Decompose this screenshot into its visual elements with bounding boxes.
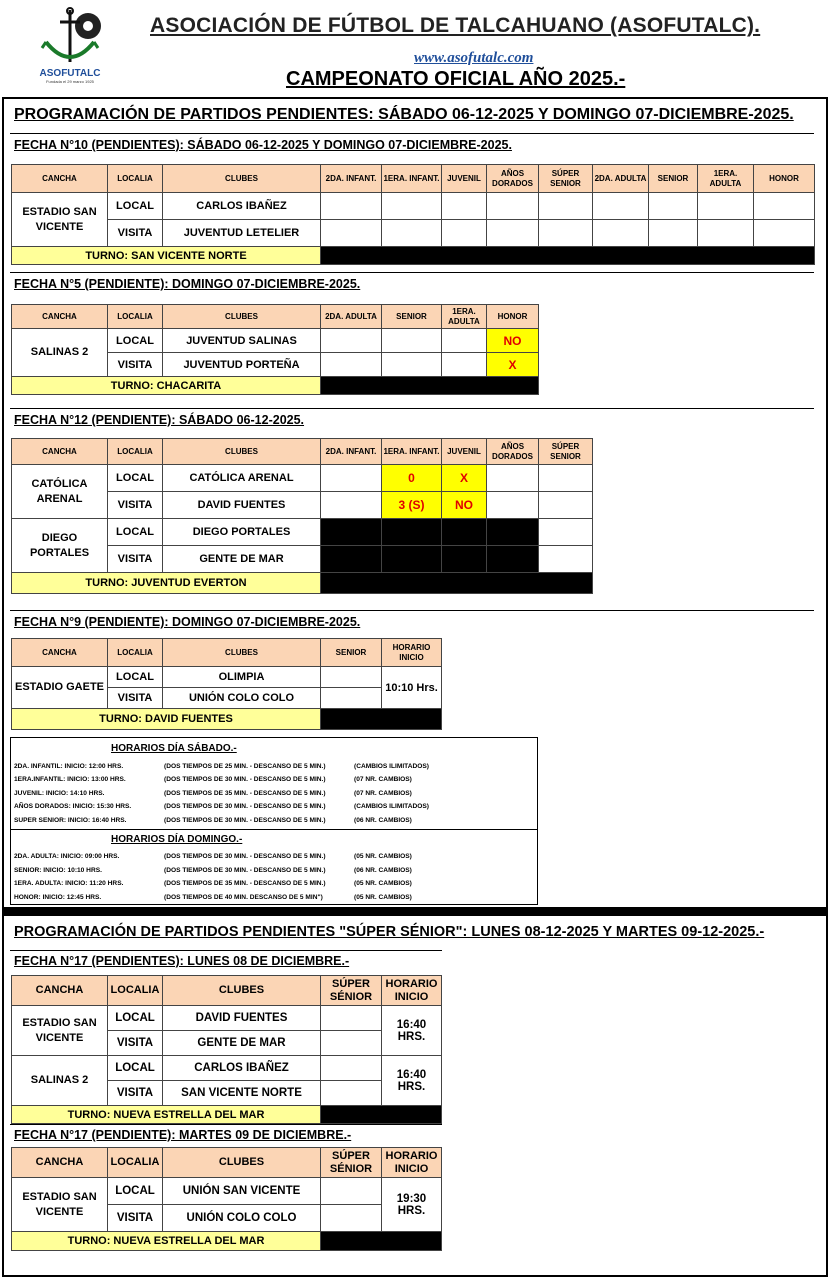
horarios-sabado-title: HORARIOS DÍA SÁBADO.- [111,743,237,754]
club-cell: GENTE DE MAR [163,1031,321,1056]
turno-cell: TURNO: JUVENTUD EVERTON [12,573,321,594]
col-juvenil: JUVENIL [442,439,487,465]
localia-cell: VISITA [108,353,163,377]
localia-cell: VISITA [108,492,163,519]
col-1era-adulta: 1ERA. ADULTA [698,165,754,193]
col-anos-dorados: AÑOS DORADOS [487,165,539,193]
result-cell: X [487,353,539,377]
fecha12-table [11,438,593,594]
col-localia: LOCALIA [108,165,163,193]
localia-cell: VISITA [108,546,163,573]
col-horario-inicio: HORARIO INICIO [382,976,442,1006]
result-cell: X [442,465,487,492]
result-cell: NO [487,329,539,353]
fecha12-title: FECHA N°12 (PENDIENTE): SÁBADO 06-12-2025. [10,408,814,430]
turno-cell: TURNO: SAN VICENTE NORTE [12,247,321,265]
cancha-cell: SALINAS 2 [12,329,108,377]
col-juvenil: JUVENIL [442,165,487,193]
col-clubes: CLUBES [163,439,321,465]
col-1era-adulta: 1ERA. ADULTA [442,305,487,329]
programacion-title-2: PROGRAMACIÓN DE PARTIDOS PENDIENTES "SÚPER SÉNIOR": LUNES 08-12-2025 Y MARTES 09-12-2025.- [14,924,765,940]
club-cell: CARLOS IBAÑEZ [163,1056,321,1081]
club-cell: DAVID FUENTES [163,1006,321,1031]
localia-cell: VISITA [108,1081,163,1106]
fecha9-table [11,638,442,730]
club-cell: OLIMPIA [163,667,321,688]
svg-text:ASOFUTALC: ASOFUTALC [39,68,101,79]
col-1era-infant: 1ERA. INFANT. [382,439,442,465]
cancha-cell: CATÓLICA ARENAL [12,465,108,519]
col-2da-infant: 2DA. INFANT. [321,165,382,193]
fecha17a-table [11,975,442,1124]
fecha10-title: FECHA N°10 (PENDIENTES): SÁBADO 06-12-2025 Y DOMINGO 07-DICIEMBRE-2025. [10,133,814,155]
turno-cell: TURNO: NUEVA ESTRELLA DEL MAR [12,1232,321,1251]
horarios-box: HORARIOS DÍA SÁBADO.- 2DA. INFANTIL: INICIO: 12:00 HRS. (DOS TIEMPOS DE 25 MIN. - DESCANSO DE 5 MIN.) (CAMBIOS ILIMITADOS) 1ERA.INFANTIL: INICIO: 13:00 HRS. (DOS TIEMPOS DE 30 MIN. - DESCANSO DE 5 MIN.) (07 NR. CAMBIOS) JUVENIL: INICIO: 14:10 HRS. (DOS TIEMPOS DE 35 MIN. - DESCANSO DE 5 MIN.) (07 NR. CAMBIOS) AÑOS DORADOS: INICIO: 15:30 HRS. (DOS TIEMPOS DE 30 MIN. - DESCANSO DE 5 MIN.) (CAMBIOS ILIMITADOS) SUPER SENIOR: INICIO: 16:40 HRS. (DOS TIEMPOS DE 30 MIN. - DESCANSO DE 5 MIN.) (06 NR. CAMBIOS) HORARIOS DÍA DOMINGO.- 2DA. ADULTA: INICIO: 09:00 HRS. (DOS TIEMPOS DE 30 MIN. - DESCANSO DE 5 MIN.) (05 NR. CAMBIOS) SENIOR: INICIO: 10:10 HRS. (DOS TIEMPOS DE 30 MIN. - DESCANSO DE 5 MIN.) (06 NR. CAMBIOS) 1ERA. ADULTA: INICIO: 11:20 HRS. (DOS TIEMPOS DE 35 MIN. - DESCANSO DE 5 MIN.) (05 NR. CAMBIOS) HONOR: INICIO: 12:45 HRS. (DOS TIEMPOS DE 40 MIN. DESCANSO DE 5 MIN") (05 NR. CAMBIOS) [10,737,538,905]
col-clubes: CLUBES [163,305,321,329]
cancha-cell: DIEGO PORTALES [12,519,108,573]
localia-cell: LOCAL [108,329,163,353]
club-cell: JUVENTUD LETELIER [163,220,321,247]
col-localia: LOCALIA [108,305,163,329]
localia-cell: LOCAL [108,519,163,546]
turno-cell: TURNO: CHACARITA [12,377,321,395]
result-cell: 0 [382,465,442,492]
col-cancha: CANCHA [12,639,108,667]
localia-cell: LOCAL [108,667,163,688]
section-divider [2,907,828,916]
fecha5-table [11,304,539,395]
col-honor: HONOR [754,165,815,193]
horario-cell: 16:40 HRS. [382,1006,442,1056]
club-cell: GENTE DE MAR [163,546,321,573]
localia-cell: LOCAL [108,1056,163,1081]
horario-cell: 19:30 HRS. [382,1178,442,1232]
turno-cell: TURNO: NUEVA ESTRELLA DEL MAR [12,1106,321,1124]
cancha-cell: ESTADIO SAN VICENTE [12,1178,108,1232]
localia-cell: VISITA [108,688,163,709]
col-cancha: CANCHA [12,1148,108,1178]
club-cell: UNIÓN COLO COLO [163,1205,321,1232]
localia-cell: LOCAL [108,1178,163,1205]
localia-cell: LOCAL [108,465,163,492]
col-cancha: CANCHA [12,439,108,465]
col-2da-infant: 2DA. INFANT. [321,439,382,465]
col-2da-adulta: 2DA. ADULTA [321,305,382,329]
club-cell: DIEGO PORTALES [163,519,321,546]
club-cell: CARLOS IBAÑEZ [163,193,321,220]
col-anos-dorados: AÑOS DORADOS [487,439,539,465]
association-title: ASOCIACIÓN DE FÚTBOL DE TALCAHUANO (ASOFUTALC). [150,14,761,37]
website-link[interactable]: www.asofutalc.com [414,50,534,66]
club-cell: JUVENTUD PORTEÑA [163,353,321,377]
cancha-cell: ESTADIO SAN VICENTE [12,193,108,247]
col-clubes: CLUBES [163,639,321,667]
col-senior: SENIOR [649,165,698,193]
asofutalc-logo [38,6,102,86]
col-clubes: CLUBES [163,976,321,1006]
col-senior: SENIOR [382,305,442,329]
col-cancha: CANCHA [12,976,108,1006]
club-cell: UNIÓN COLO COLO [163,688,321,709]
fecha17b-table [11,1147,442,1251]
col-2da-adulta: 2DA. ADULTA [593,165,649,193]
result-cell: NO [442,492,487,519]
club-cell: JUVENTUD SALINAS [163,329,321,353]
col-super-senior: SÚPER SENIOR [539,439,593,465]
turno-cell: TURNO: DAVID FUENTES [12,709,321,730]
col-honor: HONOR [487,305,539,329]
horario-cell: 16:40 HRS. [382,1056,442,1106]
col-cancha: CANCHA [12,165,108,193]
cancha-cell: ESTADIO SAN VICENTE [12,1006,108,1056]
championship-title: CAMPEONATO OFICIAL AÑO 2025.- [286,68,626,90]
col-super-senior: SÚPER SÉNIOR [321,1148,382,1178]
col-localia: LOCALIA [108,1148,163,1178]
fecha9-title: FECHA N°9 (PENDIENTE): DOMINGO 07-DICIEMBRE-2025. [10,610,814,632]
localia-cell: VISITA [108,1205,163,1232]
col-senior: SENIOR [321,639,382,667]
cancha-cell: ESTADIO GAETE [12,667,108,709]
fecha17a-title: FECHA N°17 (PENDIENTES): LUNES 08 DE DICIEMBRE.- [10,950,442,970]
localia-cell: LOCAL [108,193,163,220]
localia-cell: VISITA [108,220,163,247]
club-cell: SAN VICENTE NORTE [163,1081,321,1106]
programacion-title-1: PROGRAMACIÓN DE PARTIDOS PENDIENTES: SÁBADO 06-12-2025 Y DOMINGO 07-DICIEMBRE-2025. [14,106,794,123]
club-cell: DAVID FUENTES [163,492,321,519]
horarios-domingo-title: HORARIOS DÍA DOMINGO.- [111,834,243,845]
fecha10-table [11,164,815,265]
result-cell: 3 (S) [382,492,442,519]
col-super-senior: SÚPER SÉNIOR [321,976,382,1006]
club-cell: UNIÓN SAN VICENTE [163,1178,321,1205]
col-localia: LOCALIA [108,976,163,1006]
col-clubes: CLUBES [163,165,321,193]
club-cell: CATÓLICA ARENAL [163,465,321,492]
col-horario-inicio: HORARIO INICIO [382,639,442,667]
localia-cell: VISITA [108,1031,163,1056]
svg-text:Fundada el 29 marzo 1925: Fundada el 29 marzo 1925 [46,79,94,84]
col-1era-infant: 1ERA. INFANT. [382,165,442,193]
col-super-senior: SÚPER SENIOR [539,165,593,193]
cancha-cell: SALINAS 2 [12,1056,108,1106]
fecha5-title: FECHA N°5 (PENDIENTE): DOMINGO 07-DICIEMBRE-2025. [10,272,814,294]
fecha17b-title: FECHA N°17 (PENDIENTE): MARTES 09 DE DICIEMBRE.- [10,1124,442,1144]
col-cancha: CANCHA [12,305,108,329]
col-localia: LOCALIA [108,439,163,465]
col-clubes: CLUBES [163,1148,321,1178]
localia-cell: LOCAL [108,1006,163,1031]
col-horario-inicio: HORARIO INICIO [382,1148,442,1178]
col-localia: LOCALIA [108,639,163,667]
horario-cell: 10:10 Hrs. [382,667,442,709]
